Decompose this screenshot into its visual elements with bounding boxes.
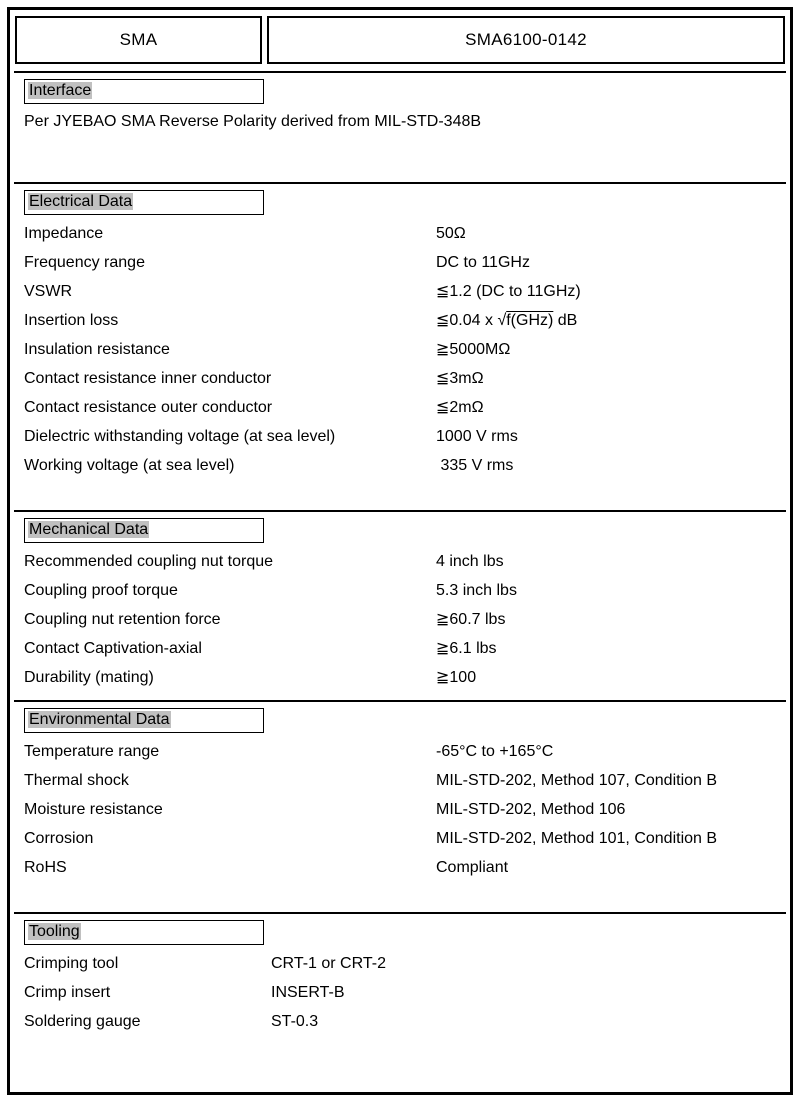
row-label: RoHS <box>24 859 67 876</box>
spec-row <box>24 364 776 393</box>
section <box>14 510 786 698</box>
spec-row <box>24 663 776 692</box>
row-label: Contact resistance inner conductor <box>24 370 272 387</box>
header <box>15 16 785 64</box>
section-title: Interface <box>29 82 92 99</box>
row-value: ≧6.1 lbs <box>436 640 497 657</box>
row-label: Frequency range <box>24 254 145 271</box>
row-value: MIL-STD-202, Method 101, Condition B <box>436 830 718 847</box>
row-value: 4 inch lbs <box>436 553 504 570</box>
row-label: Corrosion <box>24 830 94 847</box>
row-value: -65°C to +165°C <box>436 743 554 760</box>
row-label: Coupling nut retention force <box>24 611 221 628</box>
row-value: ≧100 <box>436 669 477 686</box>
series-title: SMA <box>15 16 262 64</box>
row-value: MIL-STD-202, Method 106 <box>436 801 626 818</box>
row-value: ≦0.04 x √f(GHz) dB <box>436 312 578 329</box>
row-value: 1000 V rms <box>436 428 518 445</box>
section-title: Electrical Data <box>29 193 133 210</box>
row-value: 335 V rms <box>436 457 514 474</box>
section-title-box <box>24 190 264 215</box>
spec-row <box>24 949 776 978</box>
row-value: DC to 11GHz <box>436 254 530 271</box>
row-value: 50Ω <box>436 225 466 242</box>
row-label: Moisture resistance <box>24 801 163 818</box>
row-value: CRT-1 or CRT-2 <box>271 955 386 972</box>
spec-row <box>24 335 776 364</box>
section-title-box <box>24 708 264 733</box>
row-value: MIL-STD-202, Method 107, Condition B <box>436 772 718 789</box>
row-value: ≦1.2 (DC to 11GHz) <box>436 283 581 300</box>
spec-row <box>24 978 776 1007</box>
section <box>14 912 786 1042</box>
spec-row <box>24 393 776 422</box>
spec-row <box>24 737 776 766</box>
section-title-box <box>24 920 264 945</box>
section-rows <box>24 547 776 692</box>
row-value: ≦3mΩ <box>436 370 484 387</box>
row-label: Coupling proof torque <box>24 582 178 599</box>
spec-row <box>24 634 776 663</box>
row-label: VSWR <box>24 283 72 300</box>
section <box>14 71 786 142</box>
section-rows <box>24 737 776 882</box>
row-value: Compliant <box>436 859 509 876</box>
part-number: SMA6100-0142 <box>267 16 785 64</box>
section-title: Environmental Data <box>29 711 170 728</box>
spec-row <box>24 277 776 306</box>
row-label: Thermal shock <box>24 772 129 789</box>
row-label: Crimping tool <box>24 955 119 972</box>
row-label: Working voltage (at sea level) <box>24 457 235 474</box>
row-label: Temperature range <box>24 743 160 760</box>
row-label: Soldering gauge <box>24 1013 141 1030</box>
spec-row <box>24 306 776 335</box>
section <box>14 182 786 486</box>
row-label: Impedance <box>24 225 104 242</box>
spec-row <box>24 824 776 853</box>
row-label: Contact Captivation-axial <box>24 640 202 657</box>
spec-row <box>24 795 776 824</box>
spec-row <box>24 248 776 277</box>
spec-row <box>24 451 776 480</box>
spec-row <box>24 605 776 634</box>
section-title-box <box>24 518 264 543</box>
row-label: Durability (mating) <box>24 669 154 686</box>
spec-row <box>24 422 776 451</box>
row-value: ST-0.3 <box>271 1013 319 1030</box>
section-note: Per JYEBAO SMA Reverse Polarity derived from MIL-STD-348B <box>24 113 482 130</box>
row-label: Contact resistance outer conductor <box>24 399 273 416</box>
spec-row <box>24 576 776 605</box>
spec-row <box>24 766 776 795</box>
section-title-box <box>24 79 264 104</box>
section <box>14 700 786 888</box>
spec-row <box>24 547 776 576</box>
row-value: INSERT-B <box>271 984 345 1001</box>
section-title: Tooling <box>29 923 80 940</box>
section-rows <box>24 949 776 1036</box>
row-label: Dielectric withstanding voltage (at sea level) <box>24 428 336 445</box>
section-title: Mechanical Data <box>29 521 149 538</box>
sections <box>14 71 786 1042</box>
row-label: Crimp insert <box>24 984 111 1001</box>
row-value: 5.3 inch lbs <box>436 582 517 599</box>
row-value: ≧60.7 lbs <box>436 611 506 628</box>
row-label: Recommended coupling nut torque <box>24 553 274 570</box>
row-label: Insertion loss <box>24 312 119 329</box>
row-value: ≦2mΩ <box>436 399 484 416</box>
page-frame <box>7 7 793 1095</box>
section-rows <box>24 219 776 480</box>
row-label: Insulation resistance <box>24 341 170 358</box>
spec-row <box>24 219 776 248</box>
spec-row <box>24 853 776 882</box>
spec-row <box>24 1007 776 1036</box>
row-value: ≧5000MΩ <box>436 341 511 358</box>
